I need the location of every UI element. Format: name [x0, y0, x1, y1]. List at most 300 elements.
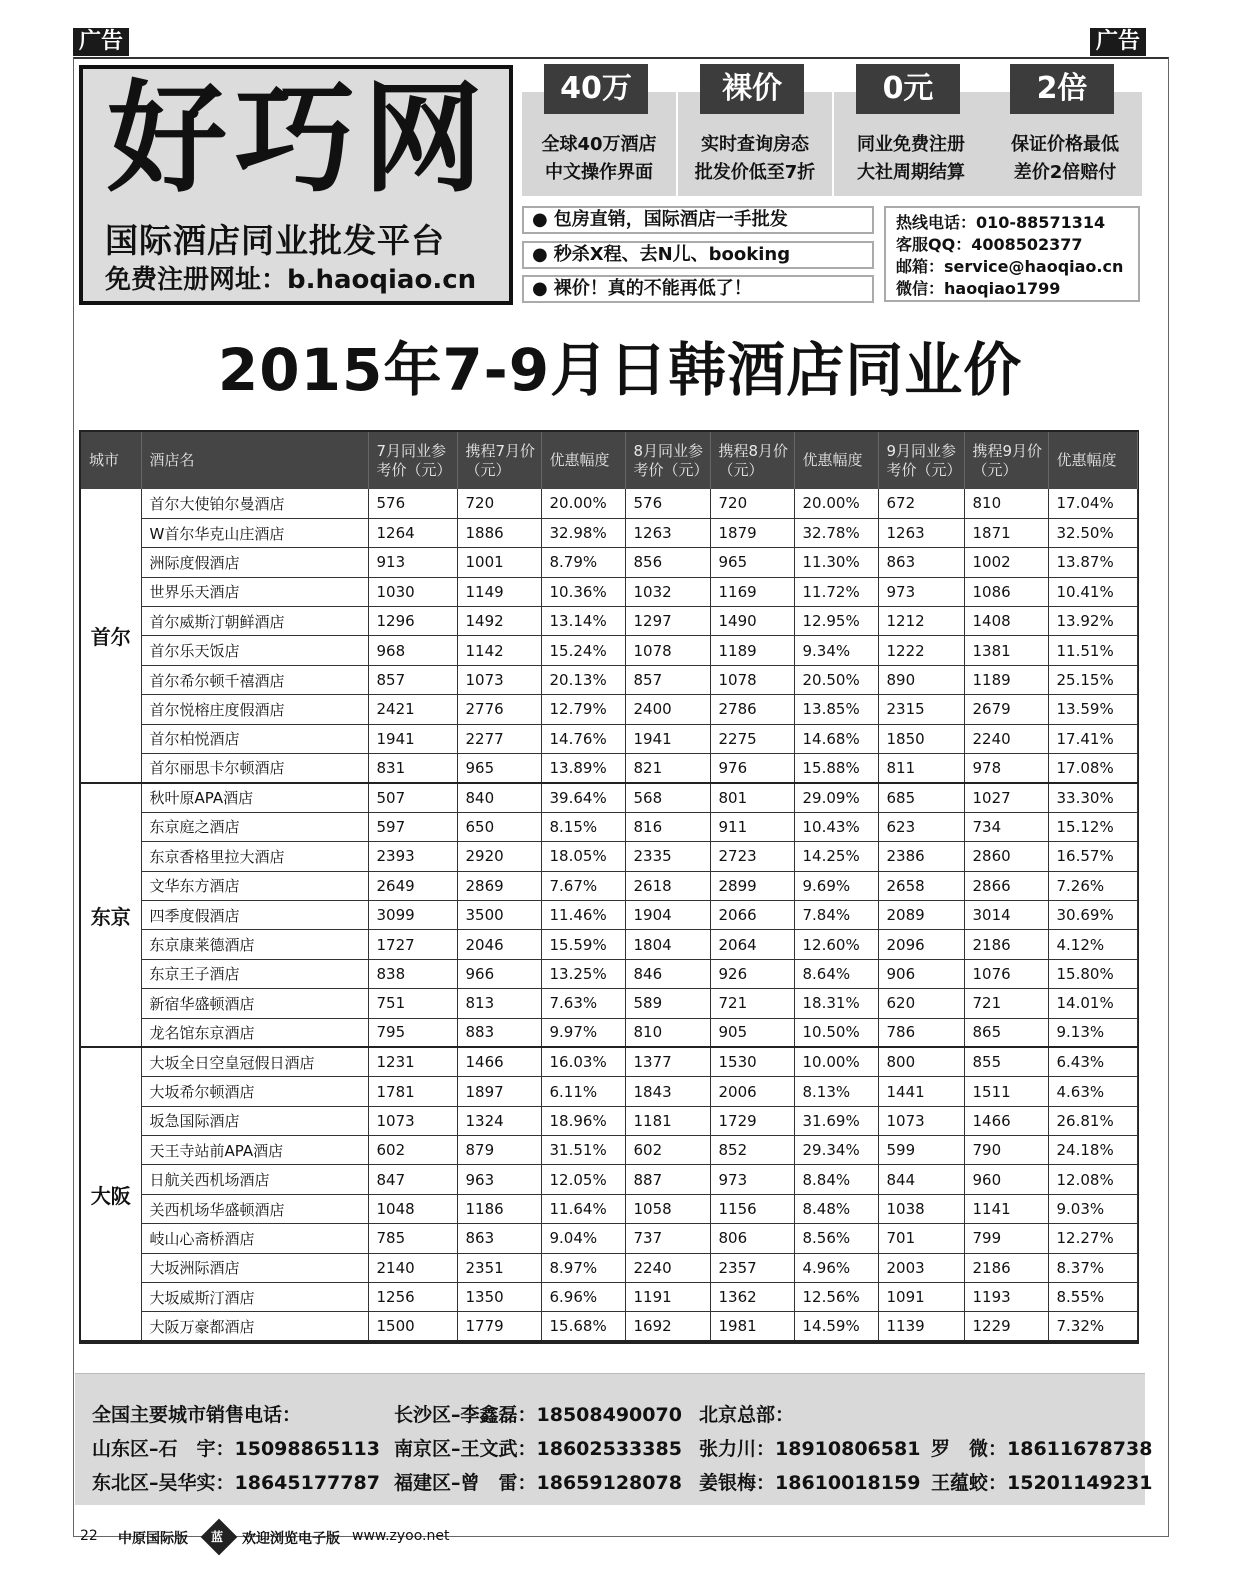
price-cell: 8.79% — [541, 548, 625, 577]
price-cell: 10.50% — [794, 1018, 878, 1047]
price-cell: 1212 — [878, 607, 964, 636]
table-row — [81, 1136, 1137, 1165]
price-cell: 10.36% — [541, 577, 625, 606]
page-title: 2015年7-9月日韩酒店同业价 — [217, 336, 1023, 404]
price-cell: 1324 — [457, 1106, 541, 1135]
price-cell: 1897 — [457, 1077, 541, 1106]
price-cell: 1871 — [964, 518, 1048, 547]
price-cell: 1377 — [625, 1047, 710, 1076]
price-cell: 2046 — [457, 930, 541, 959]
price-cell: 1441 — [878, 1077, 964, 1106]
price-cell: 786 — [878, 1018, 964, 1047]
price-cell: 10.41% — [1048, 577, 1137, 606]
email[interactable]: 邮箱：service@haoqiao.cn — [896, 257, 1124, 276]
price-cell: 11.30% — [794, 548, 878, 577]
price-cell: 2860 — [964, 842, 1048, 871]
price-cell: 1941 — [368, 724, 457, 753]
sales-contact: 南京区–王文武：18602533385 — [394, 1438, 682, 1460]
price-cell: 32.50% — [1048, 518, 1137, 547]
price-cell: 29.34% — [794, 1136, 878, 1165]
hotel-name-cell: 天王寺站前APA酒店 — [141, 1136, 368, 1165]
price-cell: 1073 — [457, 665, 541, 694]
price-cell: 15.24% — [541, 636, 625, 665]
table-header-row — [81, 432, 1137, 489]
price-cell: 795 — [368, 1018, 457, 1047]
price-cell: 14.68% — [794, 724, 878, 753]
price-cell: 599 — [878, 1136, 964, 1165]
price-cell: 801 — [710, 783, 794, 812]
price-cell: 785 — [368, 1224, 457, 1253]
price-cell: 12.05% — [541, 1165, 625, 1194]
price-cell: 1002 — [964, 548, 1048, 577]
price-cell: 1296 — [368, 607, 457, 636]
price-cell: 1141 — [964, 1194, 1048, 1223]
price-cell: 720 — [457, 489, 541, 518]
price-cell: 1511 — [964, 1077, 1048, 1106]
hotel-name-cell: 大阪万豪都酒店 — [141, 1312, 368, 1341]
price-cell: 2089 — [878, 900, 964, 929]
table-row — [81, 1312, 1137, 1341]
price-cell: 2006 — [710, 1077, 794, 1106]
price-cell: 1264 — [368, 518, 457, 547]
price-cell: 1078 — [710, 665, 794, 694]
hq-heading: 北京总部： — [699, 1404, 795, 1426]
price-cell: 11.51% — [1048, 636, 1137, 665]
price-cell: 13.89% — [541, 754, 625, 783]
price-cell: 13.92% — [1048, 607, 1137, 636]
price-cell: 672 — [878, 489, 964, 518]
price-cell: 20.00% — [794, 489, 878, 518]
price-cell: 1038 — [878, 1194, 964, 1223]
price-cell: 568 — [625, 783, 710, 812]
register-url[interactable]: 免费注册网址：b.haoqiao.cn — [105, 265, 477, 295]
hotel-name-cell: 岐山心斋桥酒店 — [141, 1224, 368, 1253]
sales-contact: 山东区–石 宇：15098865113 — [92, 1438, 380, 1460]
price-cell: 4.63% — [1048, 1077, 1137, 1106]
sales-contact: 罗 微：18611678738 — [931, 1438, 1153, 1460]
price-cell: 32.78% — [794, 518, 878, 547]
sales-contact: 福建区–曾 雷：18659128078 — [394, 1472, 682, 1494]
header-cell: 8月同业参考价（元） — [625, 432, 710, 489]
price-cell: 13.85% — [794, 695, 878, 724]
hotel-name-cell: 大坂洲际酒店 — [141, 1253, 368, 1282]
price-cell: 1408 — [964, 607, 1048, 636]
feature-line: 同业免费注册 — [857, 134, 965, 155]
price-cell: 701 — [878, 1224, 964, 1253]
price-cell: 1843 — [625, 1077, 710, 1106]
price-cell: 4.96% — [794, 1253, 878, 1282]
city-cell: 东京 — [81, 783, 141, 1048]
price-cell: 1466 — [964, 1106, 1048, 1135]
price-cell: 15.59% — [541, 930, 625, 959]
price-cell: 7.63% — [541, 989, 625, 1018]
table-row — [81, 695, 1137, 724]
table-row — [81, 1018, 1137, 1047]
price-cell: 17.41% — [1048, 724, 1137, 753]
price-cell: 2393 — [368, 842, 457, 871]
feature-head: 40万 — [544, 64, 648, 114]
header-cell: 携程7月价（元） — [457, 432, 541, 489]
hotel-name-cell: 日航关西机场酒店 — [141, 1165, 368, 1194]
price-cell: 2658 — [878, 871, 964, 900]
price-cell: 8.13% — [794, 1077, 878, 1106]
feature-line: 差价2倍赔付 — [1013, 162, 1117, 183]
price-cell: 813 — [457, 989, 541, 1018]
price-cell: 2064 — [710, 930, 794, 959]
price-cell: 838 — [368, 959, 457, 988]
price-cell: 2275 — [710, 724, 794, 753]
price-cell: 12.79% — [541, 695, 625, 724]
table-row — [81, 1194, 1137, 1223]
price-cell: 857 — [625, 665, 710, 694]
price-cell: 1692 — [625, 1312, 710, 1341]
hotel-name-cell: 新宿华盛顿酒店 — [141, 989, 368, 1018]
header-cell: 优惠幅度 — [1048, 432, 1137, 489]
price-cell: 1032 — [625, 577, 710, 606]
table-row — [81, 989, 1137, 1018]
table-row — [81, 871, 1137, 900]
price-cell: 12.56% — [794, 1283, 878, 1312]
price-cell: 25.15% — [1048, 665, 1137, 694]
price-cell: 2386 — [878, 842, 964, 871]
price-cell: 1981 — [710, 1312, 794, 1341]
price-cell: 1191 — [625, 1283, 710, 1312]
price-cell: 8.97% — [541, 1253, 625, 1282]
logo-name: 好巧网 — [107, 70, 491, 209]
hotel-name-cell: 龙名馆东京酒店 — [141, 1018, 368, 1047]
price-cell: 1078 — [625, 636, 710, 665]
price-cell: 879 — [457, 1136, 541, 1165]
price-cell: 1073 — [368, 1106, 457, 1135]
sales-contact: 长沙区–李鑫磊：18508490070 — [394, 1404, 682, 1426]
price-cell: 1048 — [368, 1194, 457, 1223]
price-cell: 8.84% — [794, 1165, 878, 1194]
price-cell: 1466 — [457, 1047, 541, 1076]
price-cell: 30.69% — [1048, 900, 1137, 929]
price-cell: 721 — [964, 989, 1048, 1018]
table-row — [81, 783, 1137, 812]
price-cell: 816 — [625, 812, 710, 841]
price-cell: 926 — [710, 959, 794, 988]
table-row — [81, 577, 1137, 606]
price-cell: 18.31% — [794, 989, 878, 1018]
table-row — [81, 900, 1137, 929]
price-cell: 602 — [625, 1136, 710, 1165]
header-cell: 携程8月价（元） — [710, 432, 794, 489]
bullet-dot-icon: ● — [532, 209, 548, 230]
price-cell: 10.00% — [794, 1047, 878, 1076]
price-cell: 973 — [710, 1165, 794, 1194]
price-cell: 966 — [457, 959, 541, 988]
price-cell: 1350 — [457, 1283, 541, 1312]
price-cell: 589 — [625, 989, 710, 1018]
table-row — [81, 959, 1137, 988]
feature-net-price — [678, 71, 832, 196]
sales-contact: 王蕴蛟：15201149231 — [931, 1472, 1153, 1494]
price-cell: 32.98% — [541, 518, 625, 547]
price-cell: 8.37% — [1048, 1253, 1137, 1282]
hotel-name-cell: 首尔柏悦酒店 — [141, 724, 368, 753]
price-cell: 1156 — [710, 1194, 794, 1223]
price-cell: 890 — [878, 665, 964, 694]
price-cell: 1879 — [710, 518, 794, 547]
price-cell: 13.87% — [1048, 548, 1137, 577]
hotel-name-cell: 首尔丽思卡尔顿酒店 — [141, 754, 368, 783]
logo-block — [79, 65, 513, 305]
bullet-dot-icon: ● — [532, 244, 548, 265]
sales-heading: 全国主要城市销售电话： — [92, 1404, 302, 1426]
price-cell: 968 — [368, 636, 457, 665]
price-cell: 2776 — [457, 695, 541, 724]
price-cell: 18.05% — [541, 842, 625, 871]
price-cell: 2315 — [878, 695, 964, 724]
price-cell: 8.15% — [541, 812, 625, 841]
price-cell: 1086 — [964, 577, 1048, 606]
table-row — [81, 1224, 1137, 1253]
sales-contact: 东北区–吴华实：18645177787 — [92, 1472, 380, 1494]
price-cell: 650 — [457, 812, 541, 841]
price-cell: 9.04% — [541, 1224, 625, 1253]
feature-line: 中文操作界面 — [545, 162, 653, 183]
price-cell: 1263 — [878, 518, 964, 547]
price-cell: 597 — [368, 812, 457, 841]
price-cell: 1027 — [964, 783, 1048, 812]
price-cell: 2421 — [368, 695, 457, 724]
price-cell: 1804 — [625, 930, 710, 959]
table-row — [81, 1165, 1137, 1194]
price-cell: 2866 — [964, 871, 1048, 900]
hotel-name-cell: 洲际度假酒店 — [141, 548, 368, 577]
contact-box — [884, 206, 1140, 302]
price-cell: 17.04% — [1048, 489, 1137, 518]
table-row — [81, 1253, 1137, 1282]
price-cell: 7.32% — [1048, 1312, 1137, 1341]
price-cell: 2649 — [368, 871, 457, 900]
price-cell: 576 — [625, 489, 710, 518]
price-cell: 15.12% — [1048, 812, 1137, 841]
price-cell: 2357 — [710, 1253, 794, 1282]
price-cell: 2723 — [710, 842, 794, 871]
price-cell: 840 — [457, 783, 541, 812]
price-cell: 1850 — [878, 724, 964, 753]
price-cell: 20.13% — [541, 665, 625, 694]
price-cell: 14.59% — [794, 1312, 878, 1341]
hotel-name-cell: 秋叶原APA酒店 — [141, 783, 368, 812]
price-cell: 1886 — [457, 518, 541, 547]
price-cell: 507 — [368, 783, 457, 812]
bullet-item: ● 秒杀X程、去N儿、booking — [522, 241, 874, 269]
bullet-dot-icon: ● — [532, 278, 548, 299]
price-cell: 8.64% — [794, 959, 878, 988]
price-cell: 12.08% — [1048, 1165, 1137, 1194]
price-cell: 3014 — [964, 900, 1048, 929]
hotel-name-cell: 关西机场华盛顿酒店 — [141, 1194, 368, 1223]
price-cell: 2277 — [457, 724, 541, 753]
hotel-name-cell: 首尔乐天饭店 — [141, 636, 368, 665]
price-cell: 1256 — [368, 1283, 457, 1312]
price-cell: 31.69% — [794, 1106, 878, 1135]
price-cell: 29.09% — [794, 783, 878, 812]
feature-head: 2倍 — [1010, 64, 1114, 114]
table-body — [81, 489, 1137, 1341]
bullet-item: ● 包房直销，国际酒店一手批发 — [522, 206, 874, 234]
table-row — [81, 607, 1137, 636]
price-cell: 11.72% — [794, 577, 878, 606]
price-cell: 12.60% — [794, 930, 878, 959]
price-cell: 1381 — [964, 636, 1048, 665]
hotel-name-cell: 四季度假酒店 — [141, 900, 368, 929]
price-cell: 1530 — [710, 1047, 794, 1076]
price-cell: 963 — [457, 1165, 541, 1194]
price-cell: 1058 — [625, 1194, 710, 1223]
logo-subtitle: 国际酒店同业批发平台 — [105, 221, 445, 260]
price-cell: 2335 — [625, 842, 710, 871]
price-cell: 1492 — [457, 607, 541, 636]
price-cell: 863 — [878, 548, 964, 577]
price-cell: 1149 — [457, 577, 541, 606]
price-cell: 9.03% — [1048, 1194, 1137, 1223]
price-cell: 33.30% — [1048, 783, 1137, 812]
table-row — [81, 812, 1137, 841]
header-cell: 城市 — [81, 432, 141, 489]
publication-name: 中原国际版 — [118, 1531, 188, 1547]
price-cell: 2003 — [878, 1253, 964, 1282]
hotel-name-cell: 东京康莱德酒店 — [141, 930, 368, 959]
price-cell: 4.12% — [1048, 930, 1137, 959]
price-cell: 9.13% — [1048, 1018, 1137, 1047]
hotel-name-cell: 文华东方酒店 — [141, 871, 368, 900]
price-cell: 14.25% — [794, 842, 878, 871]
website-link[interactable]: www.zyoo.net — [352, 1528, 450, 1544]
table-row — [81, 1047, 1137, 1076]
price-cell: 806 — [710, 1224, 794, 1253]
price-cell: 1729 — [710, 1106, 794, 1135]
price-cell: 12.95% — [794, 607, 878, 636]
price-cell: 8.56% — [794, 1224, 878, 1253]
hotel-name-cell: 世界乐天酒店 — [141, 577, 368, 606]
price-cell: 31.51% — [541, 1136, 625, 1165]
price-cell: 846 — [625, 959, 710, 988]
page-number: 22 — [80, 1528, 98, 1544]
price-cell: 3099 — [368, 900, 457, 929]
bullet-item: ● 裸价！真的不能再低了！ — [522, 275, 874, 303]
price-cell: 720 — [710, 489, 794, 518]
price-cell: 6.43% — [1048, 1047, 1137, 1076]
feature-line: 大社周期结算 — [857, 162, 965, 183]
price-cell: 847 — [368, 1165, 457, 1194]
wechat: 微信：haoqiao1799 — [896, 279, 1061, 298]
price-cell: 2240 — [625, 1253, 710, 1282]
price-cell: 576 — [368, 489, 457, 518]
price-cell: 811 — [878, 754, 964, 783]
price-cell: 1189 — [710, 636, 794, 665]
price-cell: 1727 — [368, 930, 457, 959]
price-cell: 857 — [368, 665, 457, 694]
price-cell: 865 — [964, 1018, 1048, 1047]
price-cell: 16.57% — [1048, 842, 1137, 871]
price-cell: 7.67% — [541, 871, 625, 900]
price-cell: 2240 — [964, 724, 1048, 753]
city-cell: 大阪 — [81, 1047, 141, 1341]
table-row — [81, 518, 1137, 547]
price-cell: 905 — [710, 1018, 794, 1047]
table-row — [81, 548, 1137, 577]
table-row — [81, 724, 1137, 753]
price-cell: 1193 — [964, 1283, 1048, 1312]
price-cell: 1181 — [625, 1106, 710, 1135]
feature-line: 实时查询房态 — [701, 134, 809, 155]
price-cell: 7.26% — [1048, 871, 1137, 900]
ad-tag-right: 广告 — [1090, 28, 1146, 56]
price-cell: 2186 — [964, 930, 1048, 959]
price-cell: 1073 — [878, 1106, 964, 1135]
hotel-name-cell: W首尔华克山庄酒店 — [141, 518, 368, 547]
hotel-name-cell: 首尔悦榕庄度假酒店 — [141, 695, 368, 724]
price-cell: 623 — [878, 812, 964, 841]
price-cell: 831 — [368, 754, 457, 783]
price-cell: 2066 — [710, 900, 794, 929]
price-cell: 18.96% — [541, 1106, 625, 1135]
price-cell: 15.88% — [794, 754, 878, 783]
price-cell: 14.01% — [1048, 989, 1137, 1018]
feature-line: 批发价低至7折 — [694, 162, 816, 183]
price-cell: 2186 — [964, 1253, 1048, 1282]
price-cell: 15.80% — [1048, 959, 1137, 988]
price-cell: 12.27% — [1048, 1224, 1137, 1253]
price-cell: 960 — [964, 1165, 1048, 1194]
feature-40w — [522, 71, 676, 196]
feature-line: 全球40万酒店 — [541, 134, 657, 155]
price-cell: 852 — [710, 1136, 794, 1165]
price-cell: 790 — [964, 1136, 1048, 1165]
table-row — [81, 665, 1137, 694]
price-cell: 1263 — [625, 518, 710, 547]
price-cell: 3500 — [457, 900, 541, 929]
table-row — [81, 842, 1137, 871]
price-cell: 821 — [625, 754, 710, 783]
price-cell: 6.11% — [541, 1077, 625, 1106]
price-cell: 11.64% — [541, 1194, 625, 1223]
price-cell: 8.48% — [794, 1194, 878, 1223]
price-cell: 1139 — [878, 1312, 964, 1341]
hotline: 热线电话：010-88571314 — [896, 213, 1106, 232]
price-cell: 1297 — [625, 607, 710, 636]
price-cell: 976 — [710, 754, 794, 783]
ad-tag-left: 广告 — [73, 28, 129, 56]
price-cell: 620 — [878, 989, 964, 1018]
price-cell: 2400 — [625, 695, 710, 724]
feature-head: 0元 — [856, 64, 960, 114]
price-cell: 863 — [457, 1224, 541, 1253]
price-cell: 685 — [878, 783, 964, 812]
table-row — [81, 754, 1137, 783]
sales-contact: 张力川：18910806581 — [699, 1438, 921, 1460]
price-cell: 14.76% — [541, 724, 625, 753]
price-cell: 1781 — [368, 1077, 457, 1106]
price-cell: 11.46% — [541, 900, 625, 929]
price-cell: 1500 — [368, 1312, 457, 1341]
price-cell: 1904 — [625, 900, 710, 929]
price-cell: 1030 — [368, 577, 457, 606]
price-cell: 13.59% — [1048, 695, 1137, 724]
price-cell: 883 — [457, 1018, 541, 1047]
price-cell: 2679 — [964, 695, 1048, 724]
price-cell: 39.64% — [541, 783, 625, 812]
price-cell: 1189 — [964, 665, 1048, 694]
price-cell: 20.50% — [794, 665, 878, 694]
price-cell: 9.69% — [794, 871, 878, 900]
price-cell: 855 — [964, 1047, 1048, 1076]
